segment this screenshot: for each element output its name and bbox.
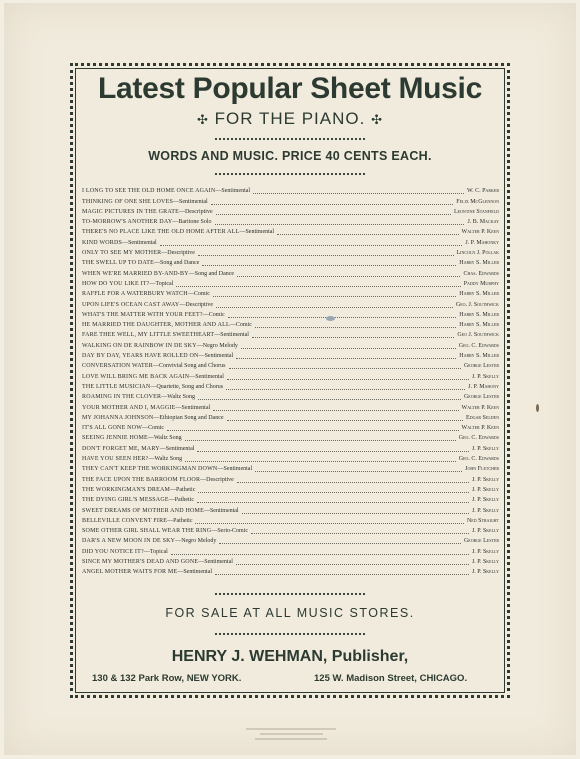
song-row <box>82 340 499 350</box>
dot-leader <box>228 317 457 318</box>
song-row <box>82 299 499 309</box>
song-author: J. P. Skelly <box>471 507 499 514</box>
song-genre: —Ethiopian Song and Dance <box>153 414 224 421</box>
song-title: ONLY TO SEE MY MOTHER <box>82 250 162 257</box>
song-row <box>82 536 499 546</box>
paper-blemish <box>326 316 335 321</box>
song-author: W. C. Parker <box>466 188 499 195</box>
song-genre: —Pathetic <box>167 517 193 524</box>
song-title: THE FACE UPON THE BARROOM FLOOR <box>82 476 201 483</box>
address-new-york: 130 & 132 Park Row, NEW YORK. <box>92 673 242 684</box>
song-title: THE WORKINGMAN'S DREAM <box>82 486 171 493</box>
song-title: THERE'S NO PLACE LIKE THE OLD HOME AFTER ALL <box>82 229 240 236</box>
song-genre: —Sentimental <box>198 353 234 360</box>
song-author: Edgar Selden <box>466 414 499 421</box>
song-row <box>82 279 499 289</box>
page-title: Latest Popular Sheet Music <box>98 72 482 105</box>
song-genre: —Descriptive <box>178 208 213 215</box>
price-line: WORDS AND MUSIC. PRICE 40 CENTS EACH. <box>148 149 432 163</box>
song-row <box>82 196 499 206</box>
dot-leader <box>252 337 454 338</box>
song-author: Geo. C. Edwards <box>458 435 499 442</box>
song-row <box>82 258 499 268</box>
dot-leader <box>236 564 469 565</box>
song-title: KIND WORDS <box>82 239 123 246</box>
song-row <box>82 330 499 340</box>
subtitle-text: FOR THE PIANO. <box>214 109 366 128</box>
song-row <box>82 557 499 567</box>
dot-leader <box>226 389 465 390</box>
song-title: FARE THEE WELL, MY LITTLE SWEETHEART <box>82 332 215 339</box>
song-genre: —Sentimental <box>177 569 213 576</box>
song-row <box>82 392 499 402</box>
dot-leader <box>255 327 456 328</box>
song-genre: —Baritone Solo <box>172 219 212 226</box>
dot-leader <box>216 307 453 308</box>
song-genre: —Topical <box>143 548 168 555</box>
for-sale-line: FOR SALE AT ALL MUSIC STORES. <box>165 606 415 620</box>
song-author: Geo. C. Edwards <box>458 342 499 349</box>
dot-leader <box>171 554 469 555</box>
song-author: J. P. Mahonky <box>465 239 499 246</box>
song-row <box>82 474 499 484</box>
song-genre: —Sentimental <box>173 198 208 205</box>
faded-stamp <box>246 725 336 747</box>
song-row <box>82 526 499 536</box>
song-row <box>82 546 499 556</box>
song-genre: —Comic <box>142 425 165 432</box>
ornamental-rule-lower <box>214 592 366 596</box>
song-row <box>82 227 499 237</box>
dot-leader <box>237 482 469 483</box>
song-row <box>82 443 499 453</box>
song-row <box>82 402 499 412</box>
subtitle <box>0 109 580 129</box>
song-genre: —Comic <box>202 311 225 318</box>
address-chicago: 125 W. Madison Street, CHICAGO. <box>314 673 468 684</box>
song-author: Geo. C. Edwards <box>458 456 499 463</box>
ornament-right-icon: ✣ <box>371 112 383 127</box>
song-title: SOME OTHER GIRL SHALL WEAR THE RING <box>82 528 212 535</box>
song-title: IT'S ALL GONE NOW <box>82 425 143 432</box>
dot-leader <box>219 543 461 544</box>
song-title: THINKING OF ONE SHE LOVES <box>82 198 173 205</box>
song-row <box>82 237 499 247</box>
paper-mark <box>536 404 539 412</box>
song-row <box>82 248 499 258</box>
song-title: RAFFLE FOR A WATERBURY WATCH <box>82 291 188 298</box>
song-row <box>82 207 499 217</box>
song-row <box>82 433 499 443</box>
song-genre: —Sentimental <box>175 404 211 411</box>
song-author: J. P. Skelly <box>471 569 499 576</box>
dot-leader <box>241 348 456 349</box>
ornamental-rule-middle <box>214 172 366 176</box>
dot-leader <box>185 461 456 462</box>
song-genre: —Sentimental <box>198 558 233 565</box>
dot-leader <box>227 379 469 380</box>
song-title: CONVERSATION WATER <box>82 363 153 370</box>
song-title: WHEN WE'RE MARRIED BY-AND-BY <box>82 270 189 277</box>
song-genre: —Convivial Song and Chorus <box>153 363 226 370</box>
song-author: J. P. Mahony <box>468 383 499 390</box>
dot-leader <box>215 574 469 575</box>
song-genre: —Comic <box>229 322 252 329</box>
song-title: LOVE WILL BRING ME BACK AGAIN <box>82 373 190 380</box>
song-title: THE LITTLE MUSICIAN <box>82 383 151 390</box>
ornament-left-icon: ✣ <box>197 112 209 127</box>
song-author: Walter P. Keen <box>461 425 499 432</box>
dot-leader <box>253 193 464 194</box>
song-title: I LONG TO SEE THE OLD HOME ONCE AGAIN <box>82 188 216 195</box>
dot-leader <box>197 502 469 503</box>
dot-leader <box>277 234 458 235</box>
song-title: MY JOHANNA JOHNSON <box>82 414 154 421</box>
song-author: Geo J. Southwick <box>457 332 499 339</box>
dot-leader <box>198 399 461 400</box>
song-title: DON'T FORGET ME, MARY <box>82 445 160 452</box>
song-list <box>82 186 499 577</box>
song-genre: —Pathetic <box>168 497 195 504</box>
song-row <box>82 495 499 505</box>
song-author: J. P. Skelly <box>471 497 499 504</box>
publisher-name: HENRY J. WEHMAN, Publisher, <box>171 648 409 665</box>
song-row <box>82 464 499 474</box>
song-genre: —Waltz Song <box>147 435 182 442</box>
song-author: J. P. Skelly <box>471 476 499 483</box>
song-row <box>82 413 499 423</box>
dot-leader <box>185 440 456 441</box>
song-row <box>82 361 499 371</box>
song-row <box>82 454 499 464</box>
song-title: DAY BY DAY, YEARS HAVE ROLLED ON <box>82 353 199 360</box>
song-row <box>82 516 499 526</box>
song-genre: —Sentimental <box>215 188 251 195</box>
song-row <box>82 371 499 381</box>
song-title: THE DYING GIRL'S MESSAGE <box>82 497 169 504</box>
song-author: Paddy Murphy <box>463 280 499 287</box>
song-author: Harry S. Miller <box>459 322 499 329</box>
dot-leader <box>215 224 465 225</box>
song-author: J. P. Skelly <box>471 548 499 555</box>
song-title: HE MARRIED THE DAUGHTER, MOTHER AND ALL <box>82 322 230 329</box>
song-genre: —Waltz Song <box>148 456 183 463</box>
dot-leader <box>197 451 469 452</box>
song-author: Harry S. Miller <box>459 291 499 298</box>
song-author: Harry S. Miller <box>459 353 499 360</box>
dot-leader <box>216 214 451 215</box>
song-author: Harry S. Miller <box>459 311 499 318</box>
song-row <box>82 320 499 330</box>
song-row <box>82 505 499 515</box>
song-author: Felix McGlennon <box>456 198 499 205</box>
song-genre: —Negro Melody <box>175 538 217 545</box>
song-genre: —Quartette, Song and Chorus <box>150 383 224 390</box>
song-row <box>82 289 499 299</box>
song-title: SINCE MY MOTHER'S DEAD AND GONE <box>82 558 199 565</box>
dot-leader <box>213 410 458 411</box>
dot-leader <box>227 420 464 421</box>
song-genre: —Sentimental <box>159 445 195 452</box>
dot-leader <box>195 523 463 524</box>
song-row <box>82 186 499 196</box>
dot-leader <box>176 286 460 287</box>
song-genre: —Negro Melody <box>196 342 238 349</box>
song-row <box>82 382 499 392</box>
song-genre: —Comic <box>187 291 210 298</box>
song-author: Chas. Edwards <box>463 270 499 277</box>
song-genre: —Topical <box>149 280 174 287</box>
song-author: J. P. Skelly <box>471 486 499 493</box>
song-genre: —Song and Dance <box>154 260 200 267</box>
ornamental-rule-bottom <box>214 632 366 636</box>
song-author: Lincoln J. Pollak <box>456 250 499 257</box>
song-genre: —Serio-Comic <box>211 528 249 535</box>
song-title: WHAT'S THE MATTER WITH YOUR FEET? <box>82 311 203 318</box>
dot-leader <box>198 255 454 256</box>
song-genre: —Sentimental <box>239 229 275 236</box>
song-genre: —Sentimental <box>203 507 239 514</box>
dot-leader <box>251 533 469 534</box>
dot-leader <box>202 265 456 266</box>
dot-leader <box>213 296 456 297</box>
song-row <box>82 217 499 227</box>
song-genre: —Sentimental <box>217 466 253 473</box>
song-author: Walter P. Keen <box>461 404 499 411</box>
song-title: THEY CAN'T KEEP THE WORKINGMAN DOWN <box>82 466 218 473</box>
song-title: ANGEL MOTHER WAITS FOR ME <box>82 569 178 576</box>
song-author: Leontine Stanfield <box>453 208 499 215</box>
song-genre: —Descriptive <box>179 301 214 308</box>
song-author: George Lester <box>463 363 499 370</box>
dot-leader <box>167 430 458 431</box>
song-author: J. P. Skelly <box>471 558 499 565</box>
dot-leader <box>160 245 463 246</box>
dot-leader <box>229 368 461 369</box>
song-title: MAGIC PICTURES IN THE GRATE <box>82 208 179 215</box>
song-author: George Lester <box>463 394 499 401</box>
song-title: DID YOU NOTICE IT? <box>82 548 144 555</box>
song-genre: —Sentimental <box>214 332 249 339</box>
dot-leader <box>237 276 460 277</box>
song-title: DAR'S A NEW MOON IN DE SKY <box>82 538 176 545</box>
song-genre: —Sentimental <box>122 239 157 246</box>
dot-leader <box>211 204 454 205</box>
song-genre: —Song and Dance <box>188 270 235 277</box>
song-row <box>82 567 499 577</box>
song-title: SEEING JENNIE HOME <box>82 435 148 442</box>
song-title: UPON LIFE'S OCEAN CAST AWAY <box>82 301 180 308</box>
song-title: THE SWELL UP TO DATE <box>82 260 154 267</box>
song-row <box>82 423 499 433</box>
song-title: HOW DO YOU LIKE IT? <box>82 280 150 287</box>
song-title: YOUR MOTHER AND I, MAGGIE <box>82 404 176 411</box>
song-genre: —Sentimental <box>189 373 224 380</box>
song-author: J. B. Mackay <box>467 219 499 226</box>
song-title: TO-MORROW'S ANOTHER DAY <box>82 219 173 226</box>
song-genre: —Waltz Song <box>161 394 195 401</box>
song-author: Walter P. Keen <box>461 229 499 236</box>
song-author: J. P. Skelly <box>471 528 499 535</box>
dot-leader <box>255 471 462 472</box>
song-author: J. P. Skelly <box>471 373 499 380</box>
song-author: J. P. Skelly <box>471 445 499 452</box>
song-title: ROAMING IN THE CLOVER <box>82 394 162 401</box>
song-author: John Fletcher <box>465 466 499 473</box>
dot-leader <box>236 358 456 359</box>
ornamental-rule-top <box>214 137 366 141</box>
song-title: BELLEVILLE CONVENT FIRE <box>82 517 168 524</box>
song-title: WALKING ON DE RAINBOW IN DE SKY <box>82 342 197 349</box>
song-author: Geo. J. Southwick <box>455 301 499 308</box>
song-row <box>82 351 499 361</box>
song-author: George Lester <box>463 538 499 545</box>
song-author: Ned Straight <box>466 517 499 524</box>
song-row <box>82 485 499 495</box>
song-genre: —Pathetic <box>170 486 196 493</box>
dot-leader <box>198 492 469 493</box>
song-row <box>82 310 499 320</box>
song-genre: —Descriptive <box>200 476 234 483</box>
dot-leader <box>242 513 469 514</box>
song-title: SWEET DREAMS OF MOTHER AND HOME <box>82 507 204 514</box>
song-row <box>82 268 499 278</box>
song-author: Harry S. Miller <box>459 260 499 267</box>
song-title: HAVE YOU SEEN HER? <box>82 456 149 463</box>
song-genre: —Descriptive <box>161 250 195 257</box>
